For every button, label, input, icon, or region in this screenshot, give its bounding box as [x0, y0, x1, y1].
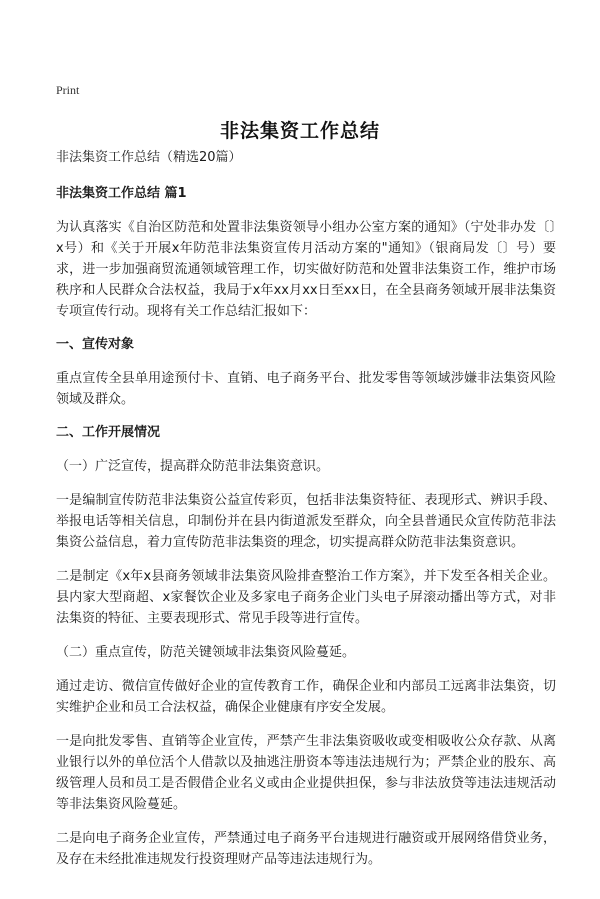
- section-heading-targets: 一、宣传对象: [56, 337, 135, 352]
- key-publicity-paragraph-2: 一是向批发零售、直销等企业宣传，严禁产生非法集资吸收或变相吸收公众存款、从离业银行以外的单位活个人借款以及抽逃注册资本等违法违规行为；严禁企业的股东、高级管理人员和员工是否假借企业名义或由企业提供担保，参与非法放贷等违法违规活动等非法集资风险蔓延。: [56, 734, 556, 812]
- item-heading-key-publicity: （二）重点宣传，防范关键领域非法集资风险蔓延。: [56, 645, 356, 660]
- section-heading-work: 二、工作开展情况: [56, 425, 161, 440]
- print-label: Print: [56, 83, 80, 97]
- key-publicity-paragraph-1: 通过走访、微信宣传做好企业的宣传教育工作，确保企业和内部员工远离非法集资，切实维护企业和员工合法权益，确保企业健康有序安全发展。: [56, 679, 556, 715]
- page-title: 非法集资工作总结: [219, 120, 380, 142]
- intro-paragraph: 为认真落实《自治区防范和处置非法集资领导小组办公室方案的通知》（宁处非办发〔〕x号）和《关于开展x年防范非法集资宣传月活动方案的"通知》（银商局发〔〕号）要求，进一步加强商贸流通领域管理工作，切实做好防范和处置非法集资工作，维护市场秩序和人民群众合法权益，我局于x年xx月xx日至xx日，在全县商务领域开展非法集资专项宣传行动。现将有关工作总结汇报如下：: [56, 220, 556, 319]
- broad-publicity-paragraph-1: 一是编制宣传防范非法集资公益宣传彩页，包括非法集资特征、表现形式、辨识手段、举报电话等相关信息，印制份并在县内街道派发至群众，向全县普通民众宣传防范非法集资公益信息，着力宣传防范非法集资的理念，切实提高群众防范非法集资意识。: [56, 493, 556, 550]
- article-heading: 非法集资工作总结 篇1: [56, 186, 187, 201]
- item-heading-broad-publicity: （一）广泛宣传，提高群众防范非法集资意识。: [56, 459, 330, 474]
- subtitle: 非法集资工作总结（精选20篇）: [56, 150, 242, 165]
- document-body: [56, 148, 556, 883]
- broad-publicity-paragraph-2: 二是制定《x年x县商务领域非法集资风险排查整治工作方案》，并下发至各相关企业。县内家大型商超、x家餐饮企业及多家电子商务企业门头电子屏滚动播出等方式，对非法集资的特征、主要表现形式、常见手段等进行宣传。: [56, 569, 556, 626]
- section-targets-paragraph: 重点宣传全县单用途预付卡、直销、电子商务平台、批发零售等领域涉嫌非法集资风险领域及群众。: [56, 371, 556, 407]
- key-publicity-paragraph-3: 二是向电子商务企业宣传，严禁通过电子商务平台违规进行融资或开展网络借贷业务，及存在未经批准违规发行投资理财产品等违法违规行为。: [56, 831, 556, 867]
